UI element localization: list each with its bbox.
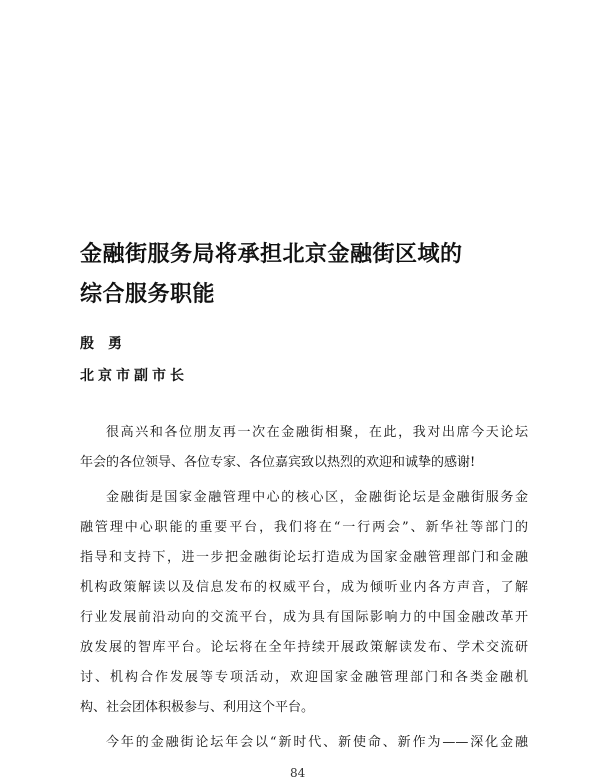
paragraph-2-line-1: 金融街是国家金融管理中心的核心区，金融街论坛是金融街服务金 — [106, 490, 528, 505]
paragraph-2-line-4: 机构政策解读以及信息发布的权威平台，成为倾听业内各方声音，了解 — [80, 580, 528, 595]
paragraph-2-line-7: 讨、机构合作发展等专项活动，欢迎国家金融管理部门和各类金融机 — [80, 670, 528, 685]
paragraph-2-line-3: 指导和支持下，进一步把金融街论坛打造成为国家金融管理部门和金融 — [80, 550, 528, 565]
paragraph-2-line-8: 构、社会团体积极参与、利用这个平台。 — [80, 700, 315, 715]
paragraph-1-line-2: 年会的各位领导、各位专家、各位嘉宾致以热烈的欢迎和诚挚的感谢! — [80, 455, 476, 470]
paragraph-3-line-1: 今年的金融街论坛年会以“新时代、新使命、新作为——深化金融 — [106, 735, 528, 750]
paragraph-2-line-6: 放发展的智库平台。论坛将在全年持续开展政策解读发布、学术交流研 — [80, 640, 528, 655]
paragraph-2-line-2: 融管理中心职能的重要平台，我们将在“一行两会”、新华社等部门的 — [80, 520, 528, 535]
paragraph-2-line-5: 行业发展前沿动向的交流平台，成为具有国际影响力的中国金融改革开 — [80, 610, 528, 625]
page-number: 84 — [290, 766, 306, 780]
article-title-line-1: 金融街服务局将承担北京金融街区域的 — [80, 242, 463, 267]
author-name: 殷勇 — [80, 336, 136, 352]
author-affiliation: 北京市副市长 — [80, 368, 188, 384]
paragraph-1-line-1: 很高兴和各位朋友再一次在金融街相聚，在此，我对出席今天论坛 — [106, 425, 528, 440]
article-title-line-2: 综合服务职能 — [80, 282, 216, 307]
